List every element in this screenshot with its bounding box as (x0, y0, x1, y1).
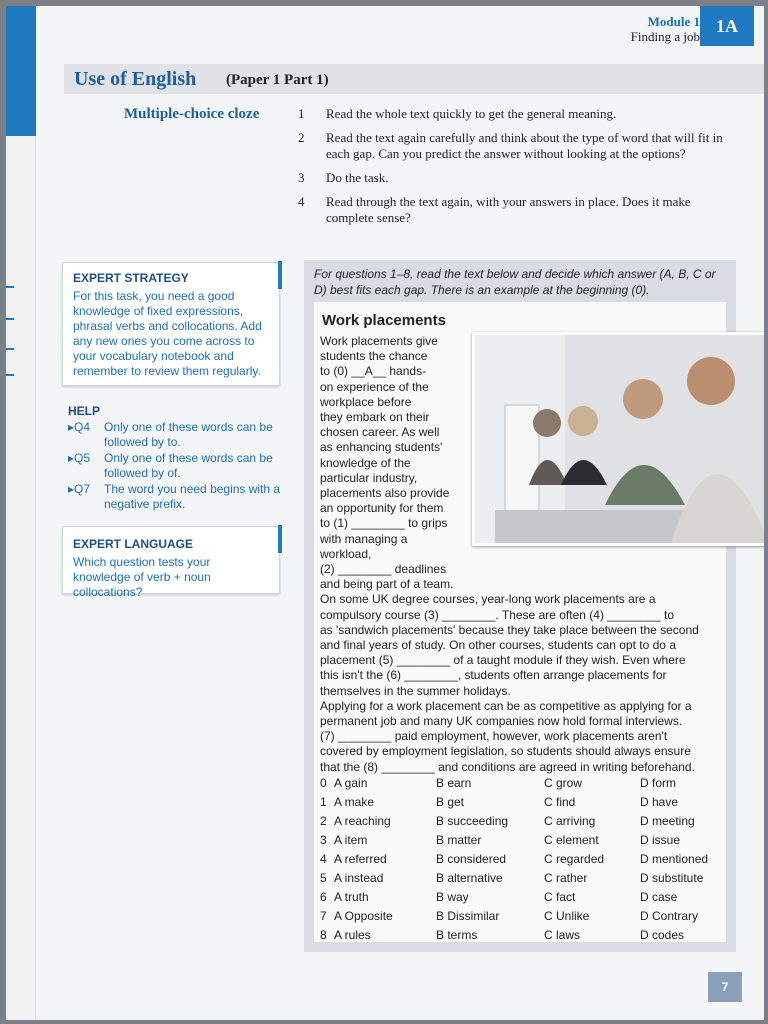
option-b: B considered (436, 852, 507, 866)
text-line: On some UK degree courses, year-long work placements are a (320, 592, 656, 607)
help-question-ref: ▸ Q5 (68, 451, 104, 481)
help-question-ref: ▸ Q7 (68, 482, 104, 512)
text-line: with managing a workload, (320, 531, 408, 561)
option-d: D mentioned (640, 852, 709, 866)
edge-mark (6, 286, 14, 288)
text-line: they embark on their (320, 410, 430, 425)
option-d: D Contrary (640, 908, 699, 923)
option-a: A rules (334, 927, 371, 942)
text-line: compulsory course (3) ________. These are often (4) ________ to (320, 607, 674, 622)
step-text: Read the text again carefully and think about the type of word that will fit in each gap. Can you predict the answer without looking at the options? (326, 130, 723, 161)
text-line: workplace before (320, 394, 412, 409)
people-at-computer-illustration (475, 335, 764, 543)
help-item (68, 482, 286, 512)
page-number: 7 (708, 972, 742, 1002)
help-item (68, 451, 286, 481)
option-b: B Dissimilar (436, 908, 500, 923)
box-accent-bar (278, 261, 282, 289)
text-line: this isn't the (6) ________, students often arrange placements for (320, 668, 667, 683)
text-line: as enhancing students' (320, 440, 443, 455)
textbook-page (6, 6, 764, 1020)
option-number: 4 (320, 852, 327, 866)
option-row (320, 850, 720, 869)
option-b: B succeeding (436, 814, 509, 829)
help-text: Only one of these words can be followed by to. (104, 420, 273, 449)
option-a: A gain (334, 776, 368, 791)
task-label: Multiple-choice cloze (124, 106, 260, 122)
help-box (68, 404, 286, 513)
option-row (320, 906, 720, 925)
option-b: B way (436, 889, 469, 904)
option-d: D issue (640, 833, 681, 848)
text-line: to (0) __A__ hands- (320, 364, 427, 379)
text-line: Applying for a work placement can be as competitive as applying for a (320, 698, 692, 713)
text-line: to (1) ________ to grips (320, 516, 448, 531)
option-b: B earn (436, 776, 472, 791)
option-row (320, 812, 720, 831)
option-c: C laws (544, 927, 581, 942)
help-text: Only one of these words can be followed by of. (104, 451, 273, 480)
facing-page-edge (6, 6, 36, 1020)
option-c: C arriving (544, 814, 596, 829)
option-number: 3 (320, 833, 327, 848)
text-line: particular industry, (320, 470, 418, 485)
answer-options (320, 774, 720, 944)
text-line: and being part of a team. (320, 577, 454, 592)
text-line: (7) ________ paid employment, however, work placements aren't (320, 729, 668, 744)
text-line: placement (5) ________ of a taught module if they wish. Even where (320, 653, 686, 668)
edge-mark (6, 374, 14, 376)
option-a: A reaching (334, 814, 391, 829)
option-d: D case (640, 889, 678, 904)
option-a: A item (334, 833, 368, 848)
help-item (68, 420, 286, 450)
option-row (320, 887, 720, 906)
section-title: Use of English (74, 68, 197, 90)
text-line: an opportunity for them (320, 501, 444, 516)
step-number: 4 (298, 194, 305, 209)
task-steps (298, 106, 738, 234)
option-c: C rather (544, 870, 588, 885)
option-row (320, 831, 720, 850)
option-a: A Opposite (334, 908, 393, 923)
text-line: that the (8) ________ and conditions are agreed in writing beforehand. (320, 759, 695, 774)
option-c: C find (544, 795, 576, 810)
option-number: 6 (320, 889, 327, 904)
text-line: chosen career. As well (320, 425, 440, 440)
text-line: on experience of the (320, 379, 429, 394)
option-a: A truth (334, 889, 369, 904)
task-step (298, 106, 738, 122)
option-d: D meeting (640, 814, 695, 829)
text-line: and final years of study. On other courses, students can opt to do a (320, 638, 676, 653)
section-header (64, 64, 764, 94)
step-text: Do the task. (326, 170, 389, 185)
text-line: as 'sandwich placements' because they take place between the second (320, 622, 699, 637)
option-b: B terms (436, 927, 478, 942)
help-title: HELP (68, 404, 101, 418)
option-d: D form (640, 776, 676, 791)
expert-language-title: EXPERT LANGUAGE (73, 537, 194, 551)
paper-label: (Paper 1 Part 1) (226, 72, 329, 88)
option-a: A instead (334, 870, 384, 885)
task-step (298, 130, 738, 162)
step-number: 1 (298, 106, 305, 121)
task-instruction: For questions 1–8, read the text below and decide which answer (A, B, C or D) best fits each gap. There is an example at the beginning (0). (314, 267, 716, 297)
expert-strategy-box (62, 262, 280, 386)
expert-strategy-title: EXPERT STRATEGY (73, 271, 189, 285)
step-number: 2 (298, 130, 305, 145)
expert-strategy-text: For this task, you need a good knowledge of fixed expressions, phrasal verbs and collocations. Add any new ones you come across to your vocabulary notebook and remember to review them regularly. (73, 289, 262, 378)
option-number: 5 (320, 870, 327, 885)
option-row (320, 868, 720, 887)
office-photo (472, 332, 764, 546)
option-number: 2 (320, 814, 327, 829)
option-row (320, 793, 720, 812)
option-c: C element (544, 833, 599, 848)
task-step (298, 194, 738, 226)
option-d: D substitute (640, 870, 704, 885)
option-d: D codes (640, 927, 685, 942)
option-b: B alternative (436, 870, 503, 885)
option-d: D have (640, 795, 679, 810)
option-number: 7 (320, 908, 327, 923)
option-a: A referred (334, 852, 387, 866)
box-accent-bar (278, 525, 282, 553)
text-line: Work placements give (320, 334, 438, 348)
expert-language-text: Which question tests your knowledge of verb + noun collocations? (73, 555, 211, 599)
reading-title: Work placements (322, 312, 446, 329)
module-topic: Finding a job (630, 29, 700, 44)
option-c: C fact (544, 889, 576, 904)
text-line: placements also provide (320, 486, 450, 501)
option-number: 1 (320, 795, 327, 810)
text-line: themselves in the summer holidays. (320, 683, 511, 698)
option-b: B get (436, 795, 465, 810)
option-row (320, 925, 720, 944)
text-line: covered by employment legislation, so students should always ensure (320, 744, 691, 759)
step-number: 3 (298, 170, 305, 185)
option-number: 8 (320, 927, 327, 942)
option-c: C regarded (544, 852, 605, 866)
task-step (298, 170, 738, 186)
text-line: (2) ________ deadlines (320, 562, 447, 577)
option-c: C grow (544, 776, 583, 791)
option-number: 0 (320, 776, 327, 791)
option-c: C Unlike (544, 908, 590, 923)
expert-language-box (62, 526, 280, 599)
facing-page-blue-band (6, 6, 36, 136)
help-question-ref: ▸ Q4 (68, 420, 104, 450)
unit-tab: 1A (700, 6, 754, 46)
step-text: Read through the text again, with your answers in place. Does it make complete sense? (326, 194, 691, 225)
text-line: permanent job and many UK companies now hold formal interviews. (320, 714, 683, 729)
text-line: students the chance (320, 349, 428, 364)
edge-mark (6, 348, 14, 350)
module-number: Module 1 (647, 14, 700, 29)
module-heading (631, 14, 700, 44)
option-b: B matter (436, 833, 482, 848)
text-line: knowledge of the (320, 455, 411, 470)
help-text: The word you need begins with a negative prefix. (104, 482, 281, 511)
edge-mark (6, 318, 14, 320)
step-text: Read the whole text quickly to get the general meaning. (326, 106, 617, 121)
option-row (320, 774, 720, 793)
option-a: A make (334, 795, 375, 810)
